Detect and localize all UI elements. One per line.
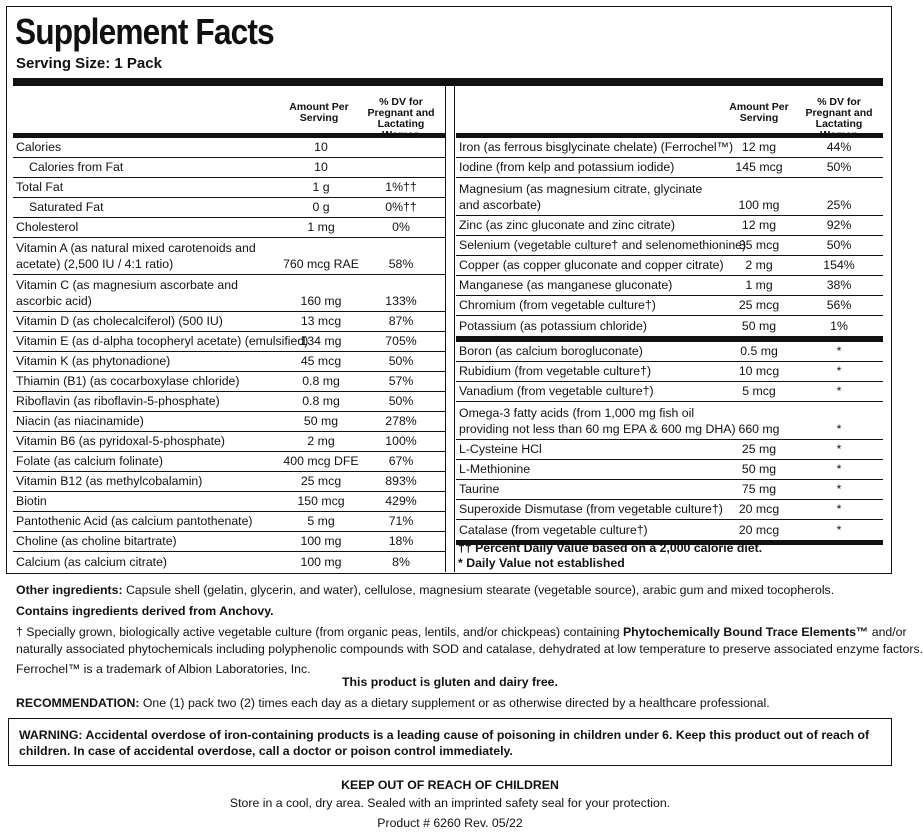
- nutrient-dv: 0%††: [385, 200, 417, 214]
- nutrient-name: Iron (as ferrous bisglycinate chelate) (Ferrochel™): [459, 140, 734, 154]
- nutrient-dv: 87%: [388, 314, 414, 328]
- nutrient-row: [13, 275, 445, 312]
- nutrient-amount: 100 mg: [300, 534, 342, 548]
- nutrient-dv: 92%: [826, 218, 852, 232]
- nutrient-row: [13, 372, 445, 392]
- nutrient-amount: 1 mg: [307, 220, 335, 234]
- nutrient-row: [456, 216, 883, 236]
- amount-header: Amount Per Serving: [289, 101, 349, 124]
- column-divider: [445, 86, 455, 572]
- nutrient-row: [456, 342, 883, 362]
- nutrient-name: Niacin (as niacinamide): [16, 414, 144, 428]
- nutrient-row: [13, 218, 445, 238]
- nutrient-row: [456, 480, 883, 500]
- nutrient-row: [13, 138, 445, 158]
- left-column: [13, 86, 445, 572]
- nutrient-name: Vitamin C (as magnesium ascorbate and ascorbic acid): [16, 278, 238, 308]
- nutrient-row: [456, 440, 883, 460]
- warning-box: [8, 718, 892, 766]
- nutrient-name: Cholesterol: [16, 220, 79, 234]
- nutrient-row: [13, 332, 445, 352]
- nutrient-row: [13, 158, 445, 178]
- nutrient-dv: *: [836, 384, 842, 398]
- nutrient-dv: 57%: [388, 374, 414, 388]
- nutrient-row: [456, 236, 883, 256]
- dagger-note-a: † Specially grown, biologically active vegetable culture (from organic peas, lentils, and/or chickpeas) containing: [16, 625, 623, 639]
- nutrient-amount: 2 mg: [307, 434, 335, 448]
- nutrient-row: [456, 256, 883, 276]
- left-column-header: [13, 86, 445, 141]
- product-number: Product # 6260 Rev. 05/22: [377, 816, 523, 830]
- nutrient-name: Vitamin B6 (as pyridoxal-5-phosphate): [16, 434, 225, 448]
- nutrient-dv: 133%: [385, 294, 417, 308]
- nutrient-name: Thiamin (B1) (as cocarboxylase chloride): [16, 374, 240, 388]
- nutrient-dv: 50%: [826, 238, 852, 252]
- nutrient-dv: 278%: [385, 414, 417, 428]
- nutrient-name: Folate (as calcium folinate): [16, 454, 163, 468]
- nutrient-name: Manganese (as manganese gluconate): [459, 278, 673, 292]
- nutrient-name: Potassium (as potassium chloride): [459, 319, 647, 333]
- nutrient-row: [13, 432, 445, 452]
- nutrient-dv: 50%: [388, 354, 414, 368]
- nutrient-row: [13, 472, 445, 492]
- nutrient-row: [456, 382, 883, 402]
- nutrient-amount: 25 mcg: [300, 474, 342, 488]
- nutrient-amount: 45 mcg: [300, 354, 342, 368]
- nutrient-amount: 10: [314, 160, 328, 174]
- nutrient-name: Taurine: [459, 482, 500, 496]
- nutrient-dv: 18%: [388, 534, 414, 548]
- nutrient-dv: 50%: [826, 160, 852, 174]
- nutrient-name: Vitamin A (as natural mixed carotenoids and acetate) (2,500 IU / 4:1 ratio): [16, 241, 256, 271]
- nutrient-name: Vitamin B12 (as methylcobalamin): [16, 474, 203, 488]
- nutrient-dv: 67%: [388, 454, 414, 468]
- nutrient-name: Catalase (from vegetable culture†): [459, 523, 648, 537]
- warning-line2: children. In case of accidental overdose, call a doctor or poison control immediately.: [19, 744, 513, 758]
- nutrient-amount: 12 mg: [741, 218, 777, 232]
- dv-header: % DV for Pregnant and Lactating Women: [367, 96, 435, 141]
- nutrient-name: Total Fat: [16, 180, 64, 194]
- nutrient-name: Iodine (from kelp and potassium iodide): [459, 160, 675, 174]
- nutrient-amount: 1 g: [312, 180, 330, 194]
- recommendation: [16, 695, 770, 712]
- footnote-dv: †† Percent Daily Value based on a 2,000 calorie diet.: [458, 541, 763, 555]
- gluten-free-notice: This product is gluten and dairy free.: [342, 675, 558, 689]
- nutrient-name: L-Cysteine HCl: [459, 442, 542, 456]
- nutrient-dv: *: [836, 482, 842, 496]
- nutrient-amount: 5 mg: [307, 514, 335, 528]
- nutrient-row: [456, 402, 883, 440]
- nutrient-amount: 100 mg: [738, 198, 780, 212]
- dagger-note-b: Phytochemically Bound Trace Elements™: [622, 625, 869, 639]
- amount-header: Amount Per Serving: [729, 101, 789, 124]
- nutrient-name: Rubidium (from vegetable culture†): [459, 364, 652, 378]
- nutrient-name: Pantothenic Acid (as calcium pantothenate): [16, 514, 253, 528]
- nutrient-amount: 760 mcg RAE: [283, 257, 359, 271]
- nutrient-amount: 0.8 mg: [302, 374, 340, 388]
- nutrient-name: Vanadium (from vegetable culture†): [459, 384, 654, 398]
- other-ingredients-label: Other ingredients:: [16, 583, 123, 597]
- nutrient-amount: 50 mg: [741, 319, 777, 333]
- nutrient-name: Boron (as calcium borogluconate): [459, 344, 643, 358]
- nutrient-row: [13, 198, 445, 218]
- anchovy-notice: Contains ingredients derived from Anchovy.: [16, 604, 274, 618]
- nutrient-name: Selenium (vegetable culture† and selenomethionine): [459, 238, 747, 252]
- nutrient-name: Vitamin E (as d-alpha tocopheryl acetate) (emulsified): [16, 334, 309, 348]
- nutrient-row: [13, 552, 445, 572]
- nutrient-row: [13, 412, 445, 432]
- nutrient-name: Biotin: [16, 494, 47, 508]
- nutrient-name: Choline (as choline bitartrate): [16, 534, 177, 548]
- nutrient-amount: 12 mg: [741, 140, 777, 154]
- nutrient-dv: 1%††: [385, 180, 417, 194]
- footnote-not-established: * Daily Value not established: [458, 556, 625, 570]
- nutrient-row: [13, 492, 445, 512]
- nutrient-dv: 44%: [826, 140, 852, 154]
- nutrient-dv: 58%: [388, 257, 414, 271]
- nutrient-amount: 660 mg: [738, 422, 780, 436]
- dv-header: % DV for Pregnant and Lactating Women: [805, 96, 873, 141]
- nutrient-amount: 20 mcg: [738, 523, 780, 537]
- nutrient-amount: 0.8 mg: [302, 394, 340, 408]
- nutrient-amount: 1 mg: [745, 278, 773, 292]
- dagger-note: [16, 624, 907, 641]
- nutrient-name: Saturated Fat: [29, 200, 104, 214]
- nutrient-dv: *: [836, 344, 842, 358]
- nutrient-name: Calories from Fat: [29, 160, 124, 174]
- nutrient-dv: *: [836, 364, 842, 378]
- nutrient-amount: 25 mcg: [738, 298, 780, 312]
- other-ingredients-text: Capsule shell (gelatin, glycerin, and water), cellulose, magnesium stearate (vegetable source), arabic gum and mixed tocopherols.: [122, 583, 835, 597]
- nutrient-amount: 134 mg: [300, 334, 342, 348]
- recommendation-text: One (1) pack two (2) times each day as a dietary supplement or as otherwise directed by a healthcare professional.: [139, 696, 770, 710]
- nutrient-amount: 400 mcg DFE: [283, 454, 359, 468]
- nutrient-name: Calories: [16, 140, 62, 154]
- nutrient-row: [456, 178, 883, 216]
- panel-title: Supplement Facts: [15, 11, 274, 52]
- nutrient-row: [456, 460, 883, 480]
- nutrient-name: Vitamin K (as phytonadione): [16, 354, 171, 368]
- nutrient-row: [456, 276, 883, 296]
- nutrient-dv: 8%: [392, 555, 410, 569]
- nutrient-row: [456, 138, 883, 158]
- nutrient-amount: 10 mcg: [738, 364, 780, 378]
- nutrient-row: [13, 532, 445, 552]
- nutrient-row: [13, 452, 445, 472]
- nutrient-dv: 705%: [385, 334, 417, 348]
- nutrient-dv: 0%: [392, 220, 410, 234]
- nutrient-amount: 35 mcg: [738, 238, 780, 252]
- nutrient-name: Magnesium (as magnesium citrate, glycinate and ascorbate): [459, 182, 703, 212]
- right-other-list: [456, 342, 883, 540]
- warning-line1: WARNING: Accidental overdose of iron-containing products is a leading cause of poisoning in children under 6. Keep this product out of reach of: [19, 728, 870, 742]
- nutrient-dv: 154%: [823, 258, 855, 272]
- nutrient-dv: 1%: [830, 319, 848, 333]
- nutrient-row: [13, 392, 445, 412]
- left-nutrient-list: [13, 138, 445, 572]
- nutrient-amount: 50 mg: [741, 462, 777, 476]
- nutrient-name: Calcium (as calcium citrate): [16, 555, 168, 569]
- nutrient-amount: 145 mcg: [735, 160, 783, 174]
- nutrient-amount: 100 mg: [300, 555, 342, 569]
- nutrient-dv: *: [836, 442, 842, 456]
- nutrient-dv: 38%: [826, 278, 852, 292]
- nutrient-row: [13, 312, 445, 332]
- nutrient-dv: 893%: [385, 474, 417, 488]
- nutrient-name: Riboflavin (as riboflavin-5-phosphate): [16, 394, 220, 408]
- nutrient-amount: 20 mcg: [738, 502, 780, 516]
- nutrient-row: [13, 178, 445, 198]
- nutrient-amount: 0 g: [312, 200, 330, 214]
- nutrient-amount: 25 mg: [741, 442, 777, 456]
- right-mineral-list: [456, 138, 883, 336]
- nutrient-amount: 160 mg: [300, 294, 342, 308]
- nutrient-dv: 50%: [388, 394, 414, 408]
- nutrient-amount: 10: [314, 140, 328, 154]
- nutrient-amount: 150 mcg: [297, 494, 345, 508]
- nutrient-amount: 75 mg: [741, 482, 777, 496]
- nutrient-row: [456, 158, 883, 178]
- storage-notice: Store in a cool, dry area. Sealed with an imprinted safety seal for your protection.: [229, 796, 671, 810]
- nutrient-row: [456, 500, 883, 520]
- nutrient-dv: *: [836, 422, 842, 436]
- nutrient-name: Copper (as copper gluconate and copper citrate): [459, 258, 724, 272]
- nutrient-row: [456, 296, 883, 316]
- other-ingredients: [16, 582, 834, 599]
- nutrient-dv: 100%: [385, 434, 417, 448]
- nutrient-dv: *: [836, 462, 842, 476]
- dagger-note-c: and/or: [868, 625, 907, 639]
- nutrient-row: [13, 512, 445, 532]
- keep-out-notice: KEEP OUT OF REACH OF CHILDREN: [341, 778, 559, 792]
- nutrient-name: L-Methionine: [459, 462, 531, 476]
- nutrient-dv: *: [836, 502, 842, 516]
- nutrient-row: [13, 238, 445, 275]
- nutrient-name: Vitamin D (as cholecalciferol) (500 IU): [16, 314, 223, 328]
- nutrient-dv: 71%: [388, 514, 414, 528]
- nutrient-amount: 5 mcg: [742, 384, 776, 398]
- recommendation-label: RECOMMENDATION:: [16, 696, 140, 710]
- nutrient-row: [13, 352, 445, 372]
- nutrient-name: Omega-3 fatty acids (from 1,000 mg fish oil providing not less than 60 mg EPA & 600 mg DHA): [459, 406, 736, 436]
- nutrient-row: [456, 520, 883, 540]
- nutrient-dv: 56%: [826, 298, 852, 312]
- nutrient-dv: 25%: [826, 198, 852, 212]
- right-column: [456, 86, 883, 545]
- nutrient-amount: 2 mg: [745, 258, 773, 272]
- nutrient-name: Superoxide Dismutase (from vegetable culture†): [459, 502, 723, 516]
- serving-size: Serving Size: 1 Pack: [16, 55, 162, 72]
- nutrient-dv: 429%: [385, 494, 417, 508]
- nutrient-name: Zinc (as zinc gluconate and zinc citrate): [459, 218, 675, 232]
- nutrient-amount: 50 mg: [303, 414, 339, 428]
- ferrochel-trademark: Ferrochel™ is a trademark of Albion Laboratories, Inc.: [16, 662, 311, 676]
- header-rule: [13, 78, 883, 86]
- nutrient-amount: 0.5 mg: [740, 344, 778, 358]
- right-column-header: [456, 86, 883, 141]
- nutrient-amount: 13 mcg: [300, 314, 342, 328]
- dagger-note-line2: naturally associated phytochemicals including polyphenolic compounds with SOD and catalase, dehydrated at low temperature to preserve associated enzyme factors.: [16, 642, 923, 656]
- nutrient-row: [456, 316, 883, 336]
- nutrient-dv: *: [836, 523, 842, 537]
- nutrient-name: Chromium (from vegetable culture†): [459, 298, 656, 312]
- nutrient-row: [456, 362, 883, 382]
